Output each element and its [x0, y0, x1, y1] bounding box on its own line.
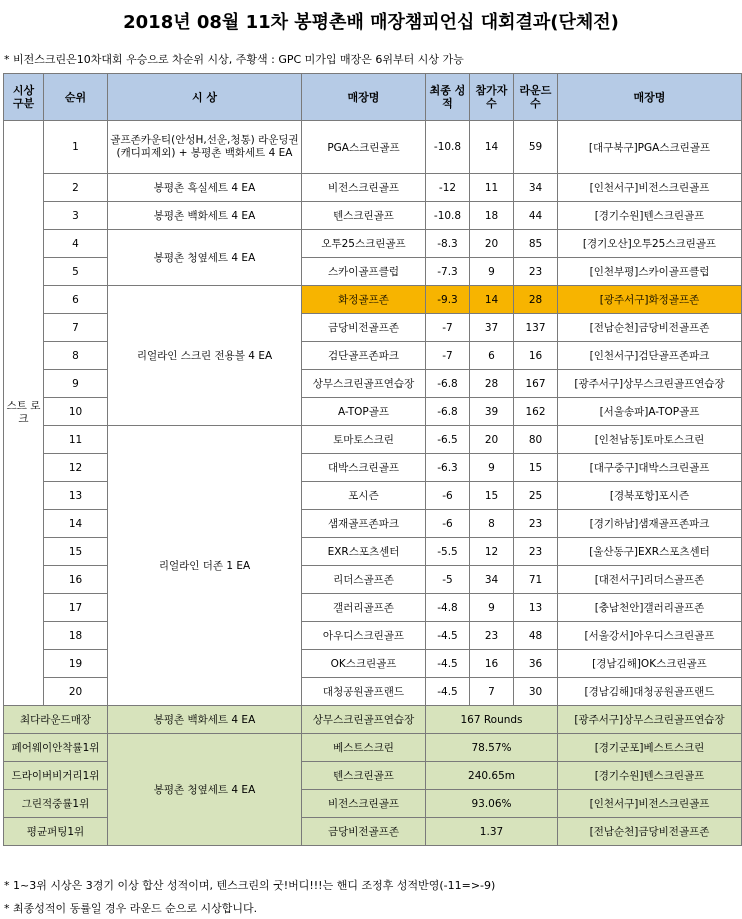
region-cell: [서울강서]아우디스크린골프	[558, 622, 742, 650]
players-cell: 11	[470, 174, 514, 202]
special-value: 1.37	[426, 818, 558, 846]
score-cell: -10.8	[426, 202, 470, 230]
score-cell: -7	[426, 314, 470, 342]
rounds-cell: 23	[514, 510, 558, 538]
rank-cell: 8	[44, 342, 108, 370]
special-region: [전남순천]금당비전골프존	[558, 818, 742, 846]
prize-cell: 봉평촌 흑실세트 4 EA	[108, 174, 302, 202]
rank-cell: 13	[44, 482, 108, 510]
store-cell: 금당비전골프존	[302, 314, 426, 342]
players-cell: 23	[470, 622, 514, 650]
store-cell: 토마토스크린	[302, 426, 426, 454]
prize-cell: 봉평촌 백화세트 4 EA	[108, 202, 302, 230]
score-cell: -4.5	[426, 650, 470, 678]
header-region-store: 매장명	[558, 74, 742, 121]
rank-cell: 16	[44, 566, 108, 594]
region-cell: [인천서구]비전스크린골프	[558, 174, 742, 202]
players-cell: 14	[470, 121, 514, 174]
special-row-most-rounds	[4, 706, 742, 734]
store-cell: 포시즌	[302, 482, 426, 510]
rounds-cell: 23	[514, 258, 558, 286]
players-cell: 9	[470, 258, 514, 286]
region-cell: [충남천안]갤러리골프존	[558, 594, 742, 622]
score-cell: -6	[426, 510, 470, 538]
rounds-cell: 85	[514, 230, 558, 258]
store-cell: PGA스크린골프	[302, 121, 426, 174]
region-cell: [인천부평]스카이골프클럽	[558, 258, 742, 286]
store-cell: 비전스크린골프	[302, 174, 426, 202]
store-cell: A-TOP골프	[302, 398, 426, 426]
header-rounds: 라운드 수	[514, 74, 558, 121]
store-cell: 화정골프존	[302, 286, 426, 314]
score-cell: -4.5	[426, 622, 470, 650]
special-row	[4, 734, 742, 762]
region-cell: [인천서구]검단골프존파크	[558, 342, 742, 370]
prize-cell: 리얼라인 더존 1 EA	[108, 426, 302, 706]
table-row-highlighted	[4, 286, 742, 314]
rounds-cell: 80	[514, 426, 558, 454]
rank-cell: 5	[44, 258, 108, 286]
results-table	[3, 73, 742, 846]
header-rank: 순위	[44, 74, 108, 121]
players-cell: 6	[470, 342, 514, 370]
region-cell: [광주서구]화정골프존	[558, 286, 742, 314]
store-cell: 대청공원골프랜드	[302, 678, 426, 706]
rank-cell: 10	[44, 398, 108, 426]
store-cell: 상무스크린골프연습장	[302, 370, 426, 398]
special-store: 텐스크린골프	[302, 762, 426, 790]
table-row	[4, 426, 742, 454]
special-value: 78.57%	[426, 734, 558, 762]
players-cell: 8	[470, 510, 514, 538]
rank-cell: 1	[44, 121, 108, 174]
region-cell: [서울송파]A-TOP골프	[558, 398, 742, 426]
special-region: [경기수원]텐스크린골프	[558, 762, 742, 790]
footnote: * 최종성적이 동률일 경우 라운드 순으로 시상합니다.	[4, 902, 258, 915]
region-cell: [경남김해]대청공원골프랜드	[558, 678, 742, 706]
region-cell: [경기수원]텐스크린골프	[558, 202, 742, 230]
region-cell: [대구중구]대박스크린골프	[558, 454, 742, 482]
region-cell: [울산동구]EXR스포츠센터	[558, 538, 742, 566]
prize-cell: 리얼라인 스크린 전용볼 4 EA	[108, 286, 302, 426]
header-prize: 시 상	[108, 74, 302, 121]
score-cell: -7	[426, 342, 470, 370]
rounds-cell: 137	[514, 314, 558, 342]
players-cell: 15	[470, 482, 514, 510]
region-cell: [경남김해]OK스크린골프	[558, 650, 742, 678]
special-category: 그린적중률1위	[4, 790, 108, 818]
rank-cell: 6	[44, 286, 108, 314]
score-cell: -8.3	[426, 230, 470, 258]
special-store: 상무스크린골프연습장	[302, 706, 426, 734]
score-cell: -6.8	[426, 398, 470, 426]
special-store: 비전스크린골프	[302, 790, 426, 818]
rank-cell: 14	[44, 510, 108, 538]
rounds-cell: 36	[514, 650, 558, 678]
rounds-cell: 13	[514, 594, 558, 622]
page-title: 2018년 08월 11차 봉평촌배 매장챔피언십 대회결과(단체전)	[123, 12, 619, 33]
rounds-cell: 30	[514, 678, 558, 706]
rank-cell: 19	[44, 650, 108, 678]
category-stroke: 스트 로크	[4, 121, 44, 706]
region-cell: [인천남동]토마토스크린	[558, 426, 742, 454]
rank-cell: 7	[44, 314, 108, 342]
header-score: 최종 성적	[426, 74, 470, 121]
players-cell: 18	[470, 202, 514, 230]
rank-cell: 12	[44, 454, 108, 482]
top-note: * 비전스크린은10차대회 우승으로 차순위 시상, 주황색 : GPC 미가입 매장은 6위부터 시상 가능	[4, 53, 464, 66]
score-cell: -5	[426, 566, 470, 594]
special-store: 금당비전골프존	[302, 818, 426, 846]
players-cell: 9	[470, 594, 514, 622]
region-cell: [경북포항]포시즌	[558, 482, 742, 510]
rounds-cell: 48	[514, 622, 558, 650]
region-cell: [광주서구]상무스크린골프연습장	[558, 370, 742, 398]
rank-cell: 2	[44, 174, 108, 202]
rounds-cell: 59	[514, 121, 558, 174]
score-cell: -4.8	[426, 594, 470, 622]
players-cell: 39	[470, 398, 514, 426]
rank-cell: 4	[44, 230, 108, 258]
special-store: 베스트스크린	[302, 734, 426, 762]
special-region: [광주서구]상무스크린골프연습장	[558, 706, 742, 734]
score-cell: -6.5	[426, 426, 470, 454]
store-cell: OK스크린골프	[302, 650, 426, 678]
special-category: 드라이버비거리1위	[4, 762, 108, 790]
score-cell: -10.8	[426, 121, 470, 174]
rounds-cell: 25	[514, 482, 558, 510]
special-category: 평균퍼팅1위	[4, 818, 108, 846]
special-category: 페어웨이안착률1위	[4, 734, 108, 762]
rounds-cell: 44	[514, 202, 558, 230]
rank-cell: 15	[44, 538, 108, 566]
rounds-cell: 28	[514, 286, 558, 314]
header-category: 시상 구분	[4, 74, 44, 121]
rounds-cell: 34	[514, 174, 558, 202]
region-cell: [전남순천]금당비전골프존	[558, 314, 742, 342]
store-cell: EXR스포츠센터	[302, 538, 426, 566]
rank-cell: 9	[44, 370, 108, 398]
score-cell: -5.5	[426, 538, 470, 566]
players-cell: 20	[470, 426, 514, 454]
rounds-cell: 15	[514, 454, 558, 482]
score-cell: -9.3	[426, 286, 470, 314]
table-header	[4, 74, 742, 121]
rounds-cell: 23	[514, 538, 558, 566]
special-category: 최다라운드매장	[4, 706, 108, 734]
score-cell: -6	[426, 482, 470, 510]
players-cell: 37	[470, 314, 514, 342]
store-cell: 스카이골프클럽	[302, 258, 426, 286]
special-prize: 봉평촌 백화세트 4 EA	[108, 706, 302, 734]
store-cell: 텐스크린골프	[302, 202, 426, 230]
region-cell: [경기오산]오투25스크린골프	[558, 230, 742, 258]
rank-cell: 18	[44, 622, 108, 650]
players-cell: 28	[470, 370, 514, 398]
store-cell: 리더스골프존	[302, 566, 426, 594]
store-cell: 아우디스크린골프	[302, 622, 426, 650]
store-cell: 샘재골프존파크	[302, 510, 426, 538]
special-value: 93.06%	[426, 790, 558, 818]
rounds-cell: 162	[514, 398, 558, 426]
rank-cell: 3	[44, 202, 108, 230]
players-cell: 12	[470, 538, 514, 566]
special-region: [경기군포]베스트스크린	[558, 734, 742, 762]
region-cell: [대전서구]리더스골프존	[558, 566, 742, 594]
store-cell: 대박스크린골프	[302, 454, 426, 482]
rounds-cell: 16	[514, 342, 558, 370]
score-cell: -6.8	[426, 370, 470, 398]
special-value: 240.65m	[426, 762, 558, 790]
prize-cell: 골프존카운티(안성H,선운,청통) 라운딩권(캐디피제외) + 봉평촌 백화세트 4 EA	[108, 121, 302, 174]
rank-cell: 17	[44, 594, 108, 622]
score-cell: -7.3	[426, 258, 470, 286]
header-store: 매장명	[302, 74, 426, 121]
region-cell: [경기하남]샘재골프존파크	[558, 510, 742, 538]
players-cell: 14	[470, 286, 514, 314]
rounds-cell: 167	[514, 370, 558, 398]
rounds-cell: 71	[514, 566, 558, 594]
header-players: 참가자 수	[470, 74, 514, 121]
table-row	[4, 174, 742, 202]
special-region: [인천서구]비전스크린골프	[558, 790, 742, 818]
prize-cell: 봉평촌 청옆세트 4 EA	[108, 230, 302, 286]
table-row	[4, 121, 742, 174]
score-cell: -4.5	[426, 678, 470, 706]
special-value: 167 Rounds	[426, 706, 558, 734]
players-cell: 16	[470, 650, 514, 678]
table-row	[4, 202, 742, 230]
score-cell: -12	[426, 174, 470, 202]
special-prize: 봉평촌 청옆세트 4 EA	[108, 734, 302, 846]
players-cell: 7	[470, 678, 514, 706]
table-row	[4, 230, 742, 258]
store-cell: 검단골프존파크	[302, 342, 426, 370]
region-cell: [대구북구]PGA스크린골프	[558, 121, 742, 174]
store-cell: 갤러리골프존	[302, 594, 426, 622]
players-cell: 20	[470, 230, 514, 258]
rank-cell: 20	[44, 678, 108, 706]
rank-cell: 11	[44, 426, 108, 454]
players-cell: 34	[470, 566, 514, 594]
footnote: * 1~3위 시상은 3경기 이상 합산 성적이며, 텐스크린의 굿!버디!!!는 핸디 조정후 성적반영(-11=>-9)	[4, 879, 496, 892]
score-cell: -6.3	[426, 454, 470, 482]
store-cell: 오투25스크린골프	[302, 230, 426, 258]
players-cell: 9	[470, 454, 514, 482]
